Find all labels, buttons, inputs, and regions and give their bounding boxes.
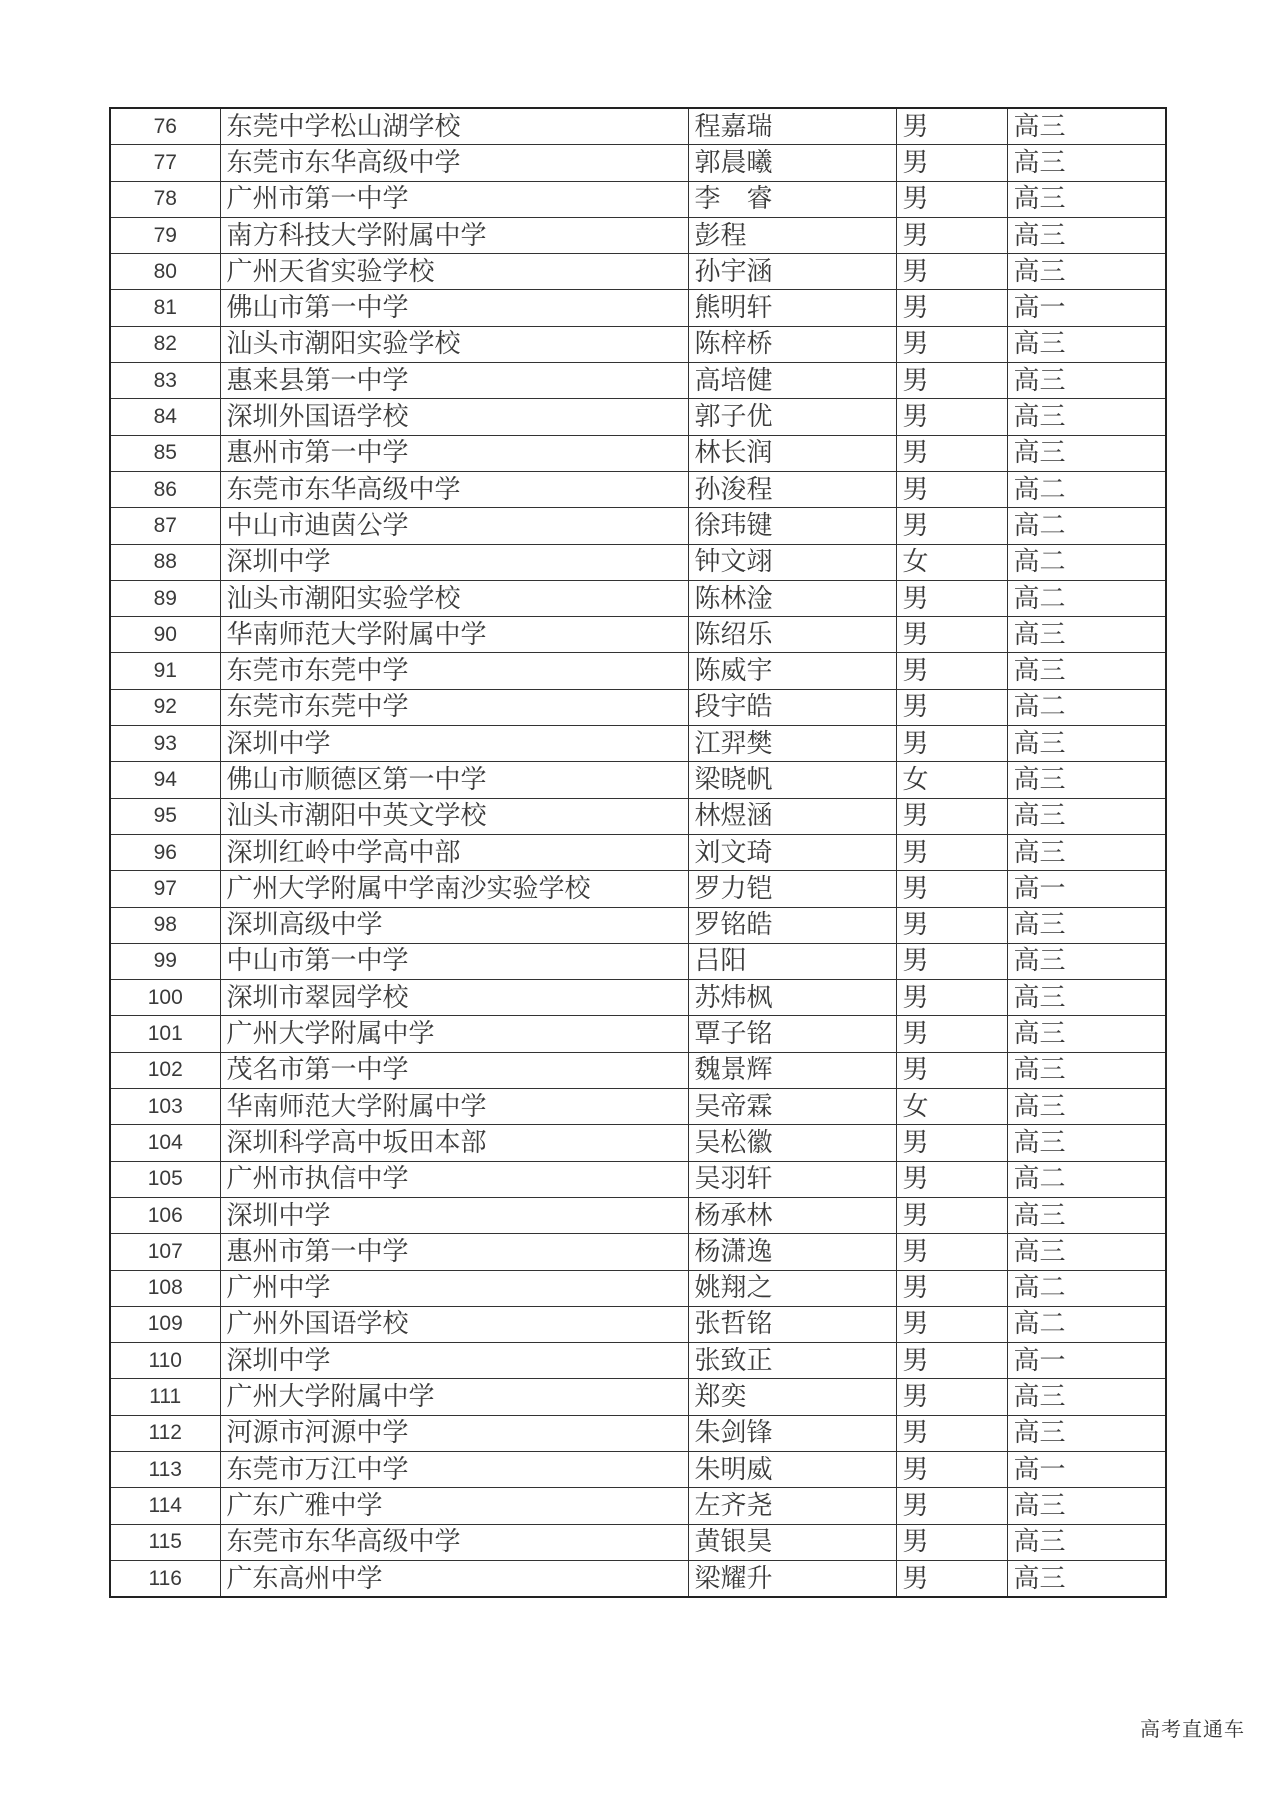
gender-cell: 男 (896, 435, 1007, 471)
row-number: 90 (110, 617, 220, 653)
row-number: 83 (110, 363, 220, 399)
row-number: 113 (110, 1451, 220, 1487)
grade-cell: 高三 (1007, 980, 1166, 1016)
table-row (110, 1016, 1166, 1052)
table-row (110, 1451, 1166, 1487)
grade-cell: 高三 (1007, 181, 1166, 217)
row-number: 85 (110, 435, 220, 471)
table-row (110, 1343, 1166, 1379)
name-cell: 陈梓桥 (688, 326, 896, 362)
row-number: 88 (110, 544, 220, 580)
grade-cell: 高三 (1007, 653, 1166, 689)
gender-cell: 女 (896, 1089, 1007, 1125)
gender-cell: 男 (896, 871, 1007, 907)
school-cell: 广州大学附属中学南沙实验学校 (220, 871, 688, 907)
gender-cell: 男 (896, 1451, 1007, 1487)
row-number: 81 (110, 290, 220, 326)
row-number: 77 (110, 145, 220, 181)
name-cell: 魏景辉 (688, 1052, 896, 1088)
table-row (110, 1234, 1166, 1270)
grade-cell: 高三 (1007, 907, 1166, 943)
name-cell: 陈绍乐 (688, 617, 896, 653)
school-cell: 深圳科学高中坂田本部 (220, 1125, 688, 1161)
school-cell: 东莞市东华高级中学 (220, 1524, 688, 1560)
grade-cell: 高一 (1007, 1451, 1166, 1487)
grade-cell: 高三 (1007, 762, 1166, 798)
school-cell: 汕头市潮阳实验学校 (220, 580, 688, 616)
name-cell: 吴羽轩 (688, 1161, 896, 1197)
grade-cell: 高三 (1007, 217, 1166, 253)
grade-cell: 高二 (1007, 1306, 1166, 1342)
grade-cell: 高三 (1007, 326, 1166, 362)
grade-cell: 高二 (1007, 544, 1166, 580)
row-number: 97 (110, 871, 220, 907)
gender-cell: 男 (896, 326, 1007, 362)
row-number: 91 (110, 653, 220, 689)
row-number: 101 (110, 1016, 220, 1052)
row-number: 99 (110, 943, 220, 979)
row-number: 114 (110, 1488, 220, 1524)
row-number: 105 (110, 1161, 220, 1197)
grade-cell: 高二 (1007, 508, 1166, 544)
school-cell: 佛山市第一中学 (220, 290, 688, 326)
gender-cell: 女 (896, 544, 1007, 580)
table-body (110, 108, 1166, 1597)
name-cell: 郑奕 (688, 1379, 896, 1415)
school-cell: 华南师范大学附属中学 (220, 617, 688, 653)
row-number: 115 (110, 1524, 220, 1560)
grade-cell: 高三 (1007, 1379, 1166, 1415)
row-number: 108 (110, 1270, 220, 1306)
school-cell: 汕头市潮阳中英文学校 (220, 798, 688, 834)
school-cell: 深圳外国语学校 (220, 399, 688, 435)
name-cell: 刘文琦 (688, 834, 896, 870)
row-number: 79 (110, 217, 220, 253)
gender-cell: 男 (896, 1270, 1007, 1306)
gender-cell: 男 (896, 508, 1007, 544)
grade-cell: 高三 (1007, 726, 1166, 762)
name-cell: 左齐尧 (688, 1488, 896, 1524)
grade-cell: 高三 (1007, 1016, 1166, 1052)
grade-cell: 高三 (1007, 399, 1166, 435)
grade-cell: 高三 (1007, 943, 1166, 979)
table-row (110, 762, 1166, 798)
school-cell: 惠州市第一中学 (220, 1234, 688, 1270)
grade-cell: 高三 (1007, 1125, 1166, 1161)
name-cell: 郭晨曦 (688, 145, 896, 181)
gender-cell: 男 (896, 1560, 1007, 1597)
row-number: 103 (110, 1089, 220, 1125)
name-cell: 吴松徽 (688, 1125, 896, 1161)
gender-cell: 男 (896, 1306, 1007, 1342)
school-cell: 华南师范大学附属中学 (220, 1089, 688, 1125)
table-row (110, 1379, 1166, 1415)
table-row (110, 1560, 1166, 1597)
grade-cell: 高三 (1007, 363, 1166, 399)
name-cell: 程嘉瑞 (688, 108, 896, 145)
watermark: 高考直通车 (1140, 1717, 1245, 1741)
grade-cell: 高三 (1007, 834, 1166, 870)
row-number: 89 (110, 580, 220, 616)
table-row (110, 689, 1166, 725)
gender-cell: 男 (896, 834, 1007, 870)
school-cell: 深圳中学 (220, 1197, 688, 1233)
school-cell: 佛山市顺德区第一中学 (220, 762, 688, 798)
name-cell: 孙宇涵 (688, 254, 896, 290)
school-cell: 广东高州中学 (220, 1560, 688, 1597)
row-number: 111 (110, 1379, 220, 1415)
row-number: 86 (110, 471, 220, 507)
school-cell: 广州大学附属中学 (220, 1016, 688, 1052)
grade-cell: 高三 (1007, 1052, 1166, 1088)
school-cell: 广州中学 (220, 1270, 688, 1306)
gender-cell: 男 (896, 1234, 1007, 1270)
name-cell: 杨潇逸 (688, 1234, 896, 1270)
gender-cell: 男 (896, 726, 1007, 762)
row-number: 116 (110, 1560, 220, 1597)
name-cell: 罗铭皓 (688, 907, 896, 943)
gender-cell: 男 (896, 580, 1007, 616)
gender-cell: 男 (896, 617, 1007, 653)
row-number: 107 (110, 1234, 220, 1270)
table-row (110, 1089, 1166, 1125)
table-row (110, 580, 1166, 616)
name-cell: 覃子铭 (688, 1016, 896, 1052)
grade-cell: 高三 (1007, 1524, 1166, 1560)
student-list-table (109, 107, 1167, 1598)
school-cell: 深圳高级中学 (220, 907, 688, 943)
row-number: 109 (110, 1306, 220, 1342)
school-cell: 东莞市东莞中学 (220, 689, 688, 725)
grade-cell: 高三 (1007, 108, 1166, 145)
table-row (110, 435, 1166, 471)
name-cell: 陈林淦 (688, 580, 896, 616)
grade-cell: 高二 (1007, 1161, 1166, 1197)
grade-cell: 高二 (1007, 580, 1166, 616)
table-row (110, 871, 1166, 907)
name-cell: 姚翔之 (688, 1270, 896, 1306)
gender-cell: 女 (896, 762, 1007, 798)
grade-cell: 高三 (1007, 798, 1166, 834)
school-cell: 东莞市东莞中学 (220, 653, 688, 689)
school-cell: 广州外国语学校 (220, 1306, 688, 1342)
school-cell: 东莞市万江中学 (220, 1451, 688, 1487)
table-row (110, 834, 1166, 870)
gender-cell: 男 (896, 399, 1007, 435)
school-cell: 汕头市潮阳实验学校 (220, 326, 688, 362)
grade-cell: 高一 (1007, 290, 1166, 326)
name-cell: 梁耀升 (688, 1560, 896, 1597)
school-cell: 深圳中学 (220, 1343, 688, 1379)
row-number: 76 (110, 108, 220, 145)
gender-cell: 男 (896, 907, 1007, 943)
gender-cell: 男 (896, 1016, 1007, 1052)
gender-cell: 男 (896, 980, 1007, 1016)
gender-cell: 男 (896, 1052, 1007, 1088)
gender-cell: 男 (896, 1415, 1007, 1451)
grade-cell: 高三 (1007, 1415, 1166, 1451)
name-cell: 林长润 (688, 435, 896, 471)
table-row (110, 145, 1166, 181)
row-number: 87 (110, 508, 220, 544)
grade-cell: 高二 (1007, 1270, 1166, 1306)
name-cell: 黄银昊 (688, 1524, 896, 1560)
gender-cell: 男 (896, 1161, 1007, 1197)
gender-cell: 男 (896, 689, 1007, 725)
table-row (110, 1270, 1166, 1306)
name-cell: 李 睿 (688, 181, 896, 217)
row-number: 82 (110, 326, 220, 362)
row-number: 102 (110, 1052, 220, 1088)
table-row (110, 217, 1166, 253)
name-cell: 梁晓帆 (688, 762, 896, 798)
school-cell: 广东广雅中学 (220, 1488, 688, 1524)
name-cell: 林煜涵 (688, 798, 896, 834)
school-cell: 茂名市第一中学 (220, 1052, 688, 1088)
table-row (110, 544, 1166, 580)
row-number: 78 (110, 181, 220, 217)
table-row (110, 726, 1166, 762)
gender-cell: 男 (896, 145, 1007, 181)
school-cell: 东莞市东华高级中学 (220, 471, 688, 507)
gender-cell: 男 (896, 181, 1007, 217)
gender-cell: 男 (896, 943, 1007, 979)
table-row (110, 1052, 1166, 1088)
school-cell: 东莞中学松山湖学校 (220, 108, 688, 145)
table-row (110, 508, 1166, 544)
name-cell: 杨承林 (688, 1197, 896, 1233)
table-row (110, 254, 1166, 290)
gender-cell: 男 (896, 1125, 1007, 1161)
table-row (110, 907, 1166, 943)
name-cell: 高培健 (688, 363, 896, 399)
grade-cell: 高三 (1007, 1560, 1166, 1597)
grade-cell: 高三 (1007, 1488, 1166, 1524)
name-cell: 苏炜枫 (688, 980, 896, 1016)
grade-cell: 高三 (1007, 145, 1166, 181)
grade-cell: 高三 (1007, 254, 1166, 290)
table-row (110, 326, 1166, 362)
gender-cell: 男 (896, 108, 1007, 145)
school-cell: 深圳市翠园学校 (220, 980, 688, 1016)
gender-cell: 男 (896, 217, 1007, 253)
table-row (110, 108, 1166, 145)
gender-cell: 男 (896, 1488, 1007, 1524)
name-cell: 钟文翊 (688, 544, 896, 580)
row-number: 110 (110, 1343, 220, 1379)
grade-cell: 高三 (1007, 1197, 1166, 1233)
school-cell: 广州天省实验学校 (220, 254, 688, 290)
table-row (110, 1415, 1166, 1451)
table-row (110, 471, 1166, 507)
grade-cell: 高一 (1007, 1343, 1166, 1379)
name-cell: 江羿樊 (688, 726, 896, 762)
gender-cell: 男 (896, 1379, 1007, 1415)
row-number: 96 (110, 834, 220, 870)
name-cell: 吴帝霖 (688, 1089, 896, 1125)
table-row (110, 181, 1166, 217)
row-number: 93 (110, 726, 220, 762)
school-cell: 广州市执信中学 (220, 1161, 688, 1197)
school-cell: 中山市第一中学 (220, 943, 688, 979)
name-cell: 孙浚程 (688, 471, 896, 507)
name-cell: 罗力铠 (688, 871, 896, 907)
grade-cell: 高三 (1007, 1089, 1166, 1125)
name-cell: 朱明威 (688, 1451, 896, 1487)
school-cell: 惠来县第一中学 (220, 363, 688, 399)
table-row (110, 1125, 1166, 1161)
gender-cell: 男 (896, 653, 1007, 689)
table-row (110, 943, 1166, 979)
school-cell: 广州大学附属中学 (220, 1379, 688, 1415)
row-number: 98 (110, 907, 220, 943)
table-row (110, 399, 1166, 435)
grade-cell: 高二 (1007, 689, 1166, 725)
school-cell: 中山市迪茵公学 (220, 508, 688, 544)
gender-cell: 男 (896, 254, 1007, 290)
gender-cell: 男 (896, 798, 1007, 834)
table-row (110, 1306, 1166, 1342)
name-cell: 彭程 (688, 217, 896, 253)
gender-cell: 男 (896, 290, 1007, 326)
school-cell: 广州市第一中学 (220, 181, 688, 217)
school-cell: 惠州市第一中学 (220, 435, 688, 471)
table-row (110, 1197, 1166, 1233)
name-cell: 徐玮键 (688, 508, 896, 544)
table-row (110, 798, 1166, 834)
grade-cell: 高一 (1007, 871, 1166, 907)
name-cell: 朱剑锋 (688, 1415, 896, 1451)
name-cell: 张致正 (688, 1343, 896, 1379)
row-number: 106 (110, 1197, 220, 1233)
row-number: 94 (110, 762, 220, 798)
name-cell: 段宇皓 (688, 689, 896, 725)
table-row (110, 1161, 1166, 1197)
school-cell: 深圳红岭中学高中部 (220, 834, 688, 870)
row-number: 84 (110, 399, 220, 435)
row-number: 100 (110, 980, 220, 1016)
gender-cell: 男 (896, 1197, 1007, 1233)
grade-cell: 高三 (1007, 435, 1166, 471)
name-cell: 郭子优 (688, 399, 896, 435)
grade-cell: 高二 (1007, 471, 1166, 507)
row-number: 112 (110, 1415, 220, 1451)
table-row (110, 290, 1166, 326)
gender-cell: 男 (896, 1524, 1007, 1560)
table-row (110, 617, 1166, 653)
school-cell: 深圳中学 (220, 726, 688, 762)
grade-cell: 高三 (1007, 1234, 1166, 1270)
name-cell: 熊明轩 (688, 290, 896, 326)
row-number: 80 (110, 254, 220, 290)
table-row (110, 653, 1166, 689)
gender-cell: 男 (896, 363, 1007, 399)
school-cell: 深圳中学 (220, 544, 688, 580)
table-row (110, 1524, 1166, 1560)
table-row (110, 980, 1166, 1016)
name-cell: 张哲铭 (688, 1306, 896, 1342)
school-cell: 河源市河源中学 (220, 1415, 688, 1451)
school-cell: 南方科技大学附属中学 (220, 217, 688, 253)
row-number: 92 (110, 689, 220, 725)
row-number: 104 (110, 1125, 220, 1161)
table-row (110, 1488, 1166, 1524)
table-row (110, 363, 1166, 399)
row-number: 95 (110, 798, 220, 834)
school-cell: 东莞市东华高级中学 (220, 145, 688, 181)
name-cell: 陈威宇 (688, 653, 896, 689)
gender-cell: 男 (896, 1343, 1007, 1379)
gender-cell: 男 (896, 471, 1007, 507)
name-cell: 吕阳 (688, 943, 896, 979)
grade-cell: 高三 (1007, 617, 1166, 653)
